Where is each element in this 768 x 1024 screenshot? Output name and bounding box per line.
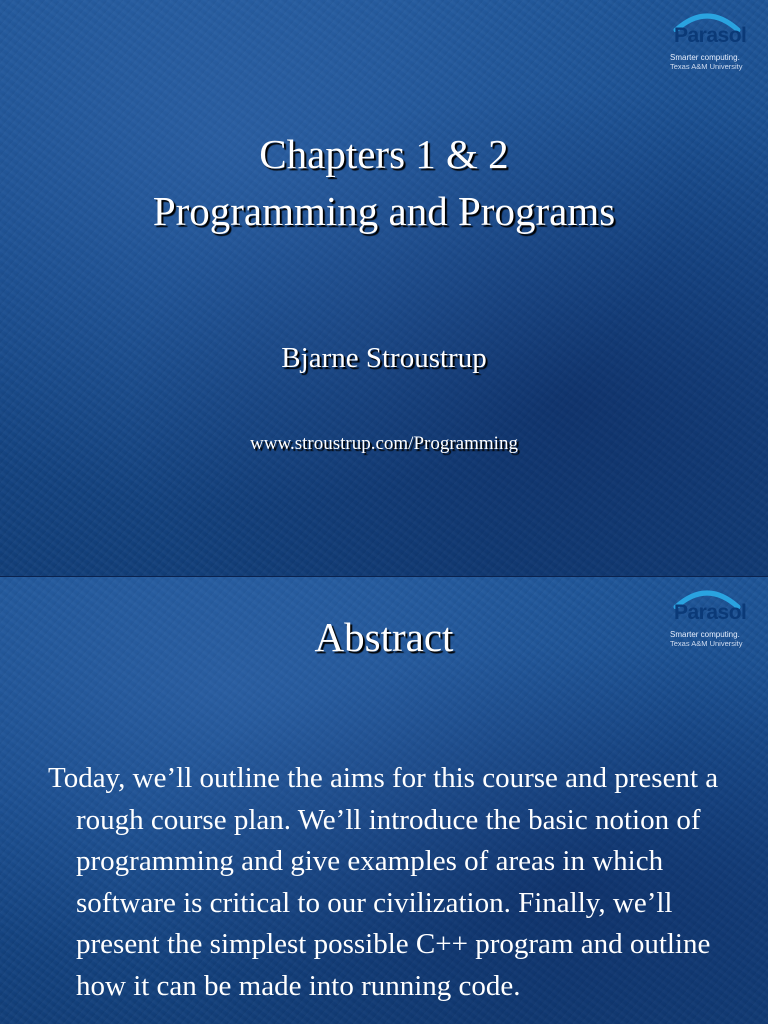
logo-institution: Texas A&M University <box>670 639 743 648</box>
author-name: Bjarne Stroustrup <box>281 342 487 374</box>
slide-title-line-2: Programming and Programs <box>152 188 616 234</box>
course-url: www.stroustrup.com/Programming <box>250 433 518 454</box>
logo-tagline: Smarter computing. <box>670 630 740 639</box>
logo-tagline: Smarter computing. <box>670 53 740 62</box>
abstract-heading: Abstract <box>314 614 454 660</box>
slide-title-line-1: Chapters 1 & 2 <box>259 131 509 177</box>
logo-institution: Texas A&M University <box>670 62 743 71</box>
logo-wordmark: Parasol <box>674 601 747 624</box>
parasol-logo <box>666 10 752 74</box>
logo-wordmark: Parasol <box>674 24 747 47</box>
abstract-paragraph: Today, we’ll outline the aims for this course and present a rough course plan. We’ll introduce the basic notion of programming and give examples of areas in which software is critical to our civilization. Finally, we’ll present the simplest possible C++ program and outline how it can be made into running code. <box>48 762 719 1002</box>
slide-abstract <box>0 577 768 1024</box>
